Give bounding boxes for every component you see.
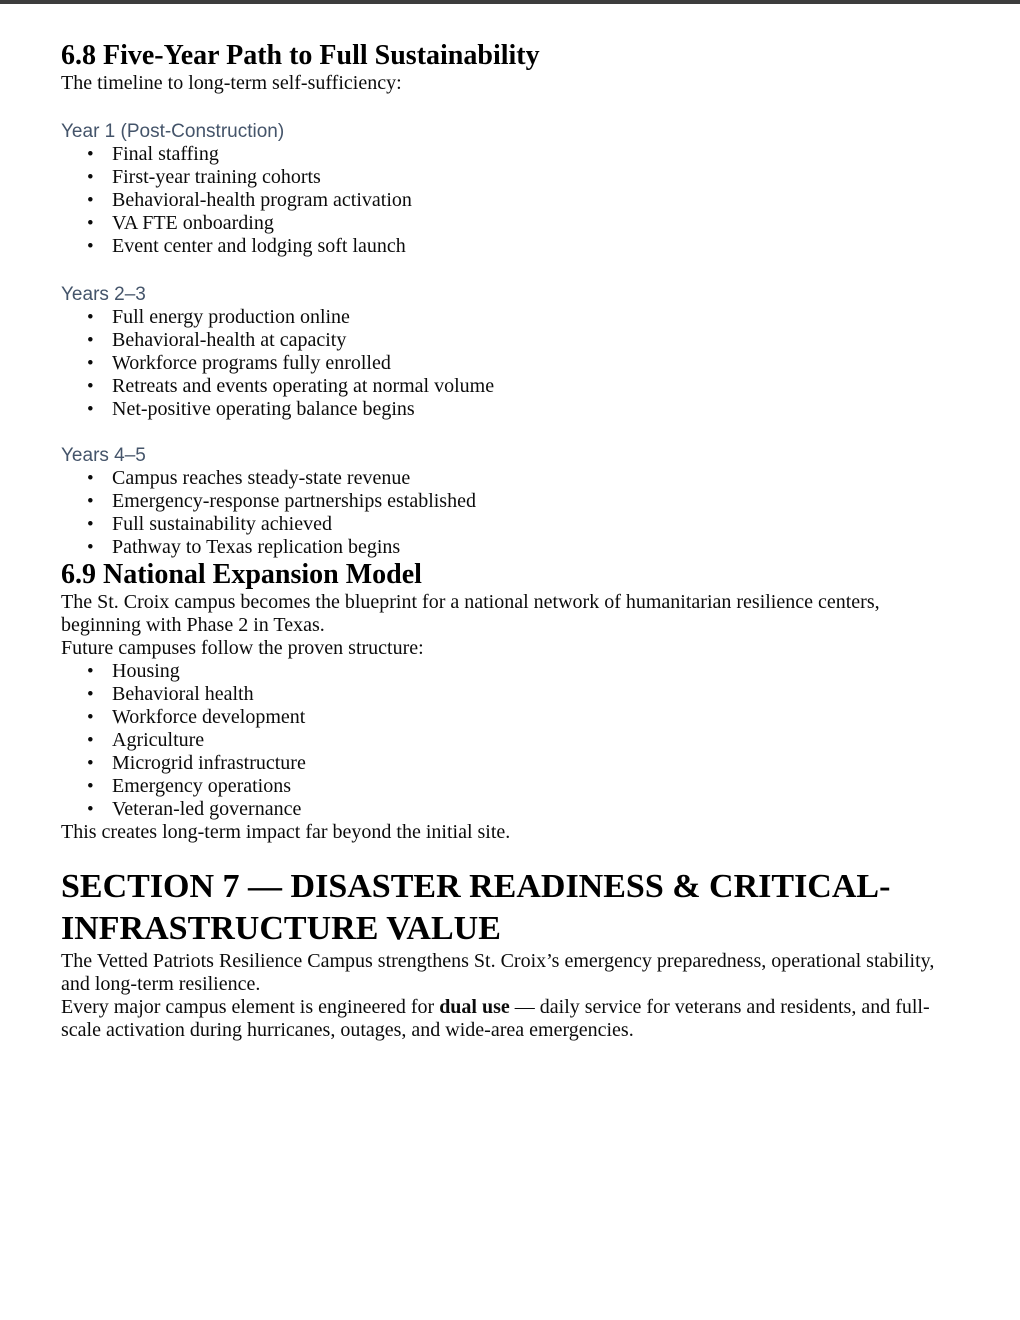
- expansion-structure-lead: Future campuses follow the proven structure:: [61, 637, 424, 659]
- list-item: • Full energy production online: [61, 306, 952, 329]
- timeline-intro-paragraph: The timeline to long-term self-sufficiency:: [61, 72, 402, 94]
- years-2-3-bullet-list: [61, 306, 952, 421]
- list-item: • Behavioral-health program activation: [61, 189, 952, 212]
- list-item: • Net-positive operating balance begins: [61, 398, 952, 421]
- list-item: • Housing: [61, 660, 952, 683]
- list-item: • Agriculture: [61, 729, 952, 752]
- document-content: [0, 4, 1020, 1042]
- heading-6-9: 6.9 National Expansion Model: [61, 559, 422, 590]
- years-4-5-bullet-list: [61, 467, 952, 559]
- list-item: • Workforce development: [61, 706, 952, 729]
- list-item: • Final staffing: [61, 143, 952, 166]
- paragraph-2-suffix: — daily service for veterans and residents, and full-scale activation during hurricanes, outages, and wide-area emergencies.: [61, 996, 930, 1041]
- list-item: • Retreats and events operating at normal volume: [61, 375, 952, 398]
- impact-paragraph: This creates long-term impact far beyond the initial site.: [61, 821, 511, 843]
- list-item: • Behavioral-health at capacity: [61, 329, 952, 352]
- heading-section-7-line-2: INFRASTRUCTURE VALUE: [61, 910, 501, 947]
- list-item: • Emergency operations: [61, 775, 952, 798]
- paragraph-2-prefix: Every major campus element is engineered for: [61, 996, 440, 1018]
- phase-label-years-4-5: Years 4–5: [61, 445, 146, 466]
- list-item: • Event center and lodging soft launch: [61, 235, 952, 258]
- section-7-paragraph-2: [61, 996, 952, 1042]
- list-item: • Veteran-led governance: [61, 798, 952, 821]
- phase-label-years-2-3: Years 2–3: [61, 284, 146, 305]
- list-item: • Campus reaches steady-state revenue: [61, 467, 952, 490]
- year-1-bullet-list: [61, 143, 952, 258]
- heading-6-8: 6.8 Five-Year Path to Full Sustainability: [61, 40, 540, 71]
- expansion-paragraph: [61, 591, 952, 660]
- heading-section-7-line-1: SECTION 7 — DISASTER READINESS & CRITICAL-: [61, 868, 891, 905]
- structure-bullet-list: [61, 660, 952, 821]
- list-item: • Microgrid infrastructure: [61, 752, 952, 775]
- list-item: • Emergency-response partnerships established: [61, 490, 952, 513]
- dual-use-bold-text: dual use: [439, 996, 510, 1018]
- list-item: • Pathway to Texas replication begins: [61, 536, 952, 559]
- list-item: • Behavioral health: [61, 683, 952, 706]
- list-item: • Workforce programs fully enrolled: [61, 352, 952, 375]
- list-item: • First-year training cohorts: [61, 166, 952, 189]
- expansion-sentence: The St. Croix campus becomes the blueprint for a national network of humanitarian resilience centers, beginning with Phase 2 in Texas.: [61, 591, 880, 636]
- list-item: • VA FTE onboarding: [61, 212, 952, 235]
- phase-label-year-1: Year 1 (Post-Construction): [61, 121, 285, 142]
- heading-section-7: [61, 866, 952, 950]
- section-7-paragraph-1: The Vetted Patriots Resilience Campus strengthens St. Croix’s emergency preparedness, operational stability, and long-term resilience.: [61, 950, 935, 995]
- list-item: • Full sustainability achieved: [61, 513, 952, 536]
